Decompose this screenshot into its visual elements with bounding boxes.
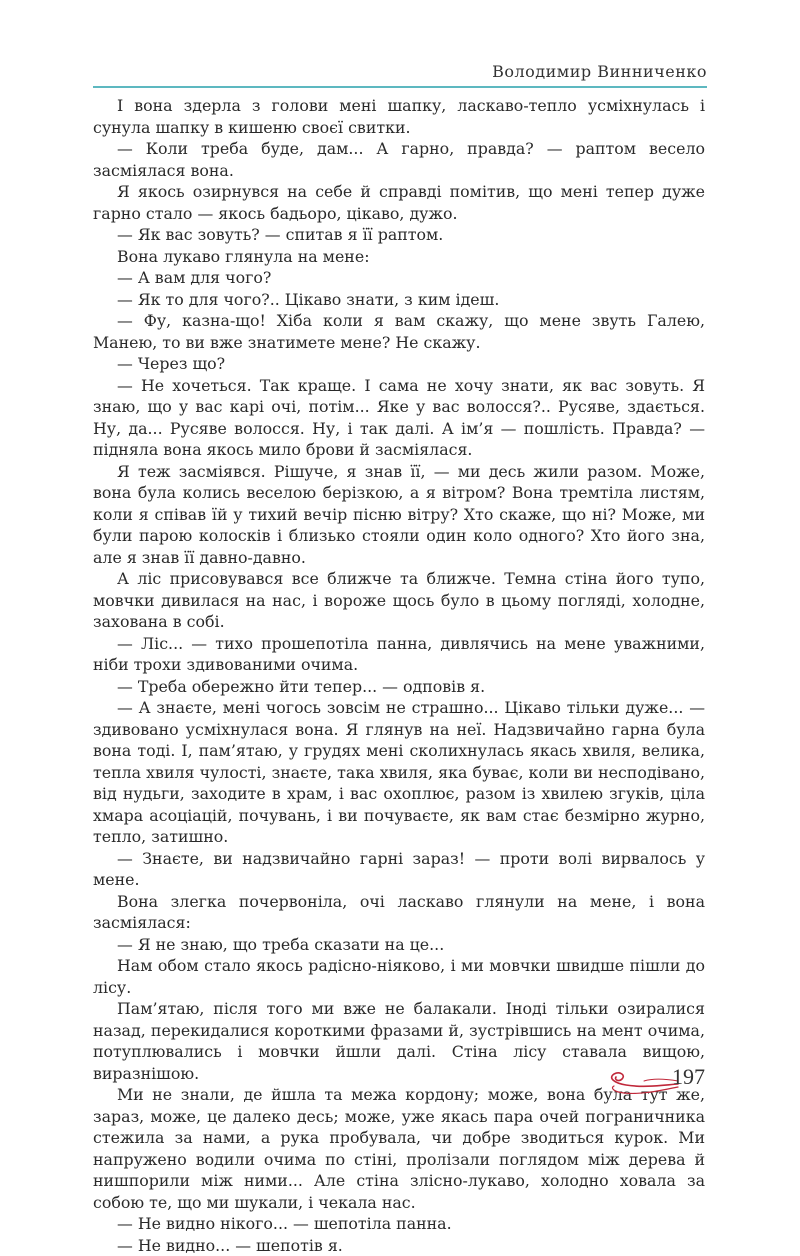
flourish-ornament-icon — [604, 1066, 679, 1102]
paragraph: — Як вас зовуть? — спитав я її раптом. — [93, 224, 705, 246]
paragraph: — Знаєте, ви надзвичайно гарні зараз! — проти волі вирвалось у мене. — [93, 848, 705, 891]
paragraph: Нам обом стало якось радісно-ніяково, і ми мовчки швидше пішли до лісу. — [93, 955, 705, 998]
paragraph: Ми не знали, де йшла та межа кордону; може, вона була тут же, зараз, може, це далеко десь; може, уже якась пара очей пограничника стежила за нами, а рука пробувала, чи добре зводиться курок. Ми напружено водили очима по стіні, пролізали поглядом між дерева й нишпорили між ними... Але стіна злісно-лукаво, холодно ховала за собою те, що ми шукали, і чекала нас. — [93, 1084, 705, 1213]
paragraph: А ліс присовувався все ближче та ближче. Темна стіна його тупо, мовчки дивилася на нас, і вороже щось було в цьому погляді, холодне, захована в собі. — [93, 568, 705, 633]
paragraph: Я теж засміявся. Рішуче, я знав її, — ми десь жили разом. Може, вона була колись веселою берізкою, а я вітром? Вона тремтіла листям, коли я співав їй у тихий вечір пісню вітру? Хто скаже, що ні? Може, ми були парою колосків і близько стояли один коло одного? Хто його зна, але я знав її давно-давно. — [93, 461, 705, 569]
paragraph: — Не видно... — шепотів я. — [93, 1235, 705, 1256]
paragraph: Вона лукаво глянула на мене: — [93, 246, 705, 268]
paragraph: І вона здерла з голови мені шапку, ласкаво-тепло усміхнулась і сунула шапку в кишеню своєї свитки. — [93, 95, 705, 138]
running-header-author: Володимир Винниченко — [492, 62, 707, 81]
paragraph: — Фу, казна-що! Хіба коли я вам скажу, що мене звуть Галею, Манею, то ви вже знатимете мене? Не скажу. — [93, 310, 705, 353]
paragraph: — Треба обережно йти тепер... — одповів я. — [93, 676, 705, 698]
paragraph: — Через що? — [93, 353, 705, 375]
paragraph: — А вам для чого? — [93, 267, 705, 289]
paragraph: — Не видно нікого... — шепотіла панна. — [93, 1213, 705, 1235]
paragraph: — Не хочеться. Так краще. І сама не хочу знати, як вас зовуть. Я знаю, що у вас карі очі, потім... Яке у вас волосся?.. Русяве, здається. Ну, да... Русяве волосся. Ну, і так далі. А ім’я — пошлість. Правда? — підняла вона якось мило брови й засміялася. — [93, 375, 705, 461]
paragraph: Я якось озирнувся на себе й справді помітив, що мені тепер дуже гарно стало — якось бадьоро, цікаво, дужо. — [93, 181, 705, 224]
paragraph: — Коли треба буде, дам... А гарно, правда? — раптом весело засміялася вона. — [93, 138, 705, 181]
page-number: 197 — [672, 1064, 705, 1090]
paragraph: — Я не знаю, що треба сказати на це... — [93, 934, 705, 956]
paragraph: Пам’ятаю, після того ми вже не балакали. Іноді тільки озиралися назад, перекидалися короткими фразами й, зустрівшись на мент очима, потуплювались і мовчки йшли далі. Стіна лісу ставала вищою, виразнішою. — [93, 998, 705, 1084]
paragraph: — Як то для чого?.. Цікаво знати, з ким ідеш. — [93, 289, 705, 311]
header-divider — [93, 86, 707, 88]
paragraph: — А знаєте, мені чогось зовсім не страшно... Цікаво тільки дуже... — здивовано усміхнулася вона. Я глянув на неї. Надзвичайно гарна була вона тоді. І, пам’ятаю, у грудях мені сколихнулась якась хвиля, велика, тепла хвиля чулості, знаєте, така хвиля, яка буває, коли ви несподівано, від нудьги, заходите в храм, і вас охоплює, разом із хвилею згуків, ціла хмара асоціацій, почувань, і ви почуваєте, як вам стає безмірно журно, тепло, затишно. — [93, 697, 705, 848]
paragraph: Вона злегка почервоніла, очі ласкаво глянули на мене, і вона засміялася: — [93, 891, 705, 934]
paragraph: — Ліс... — тихо прошепотіла панна, дивлячись на мене уважними, ніби трохи здивованими очима. — [93, 633, 705, 676]
